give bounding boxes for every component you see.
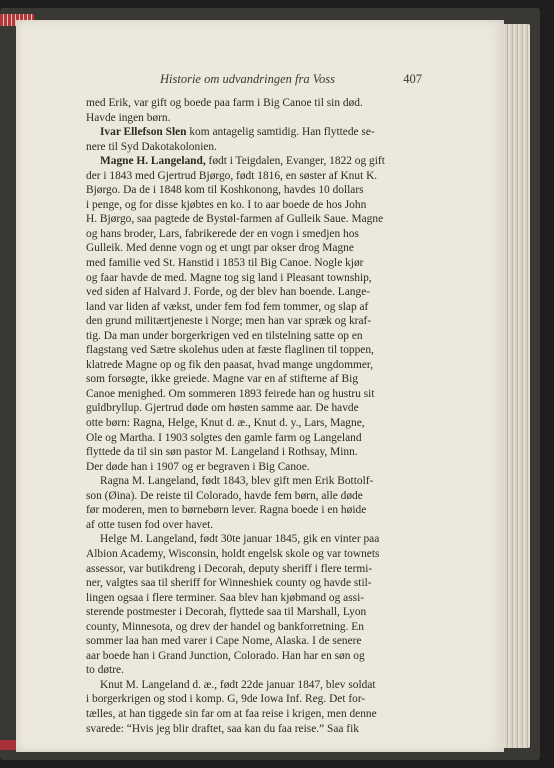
line-text: Gulleik. Med denne vogn og et ungt par okser drog Magne — [86, 242, 354, 255]
text-line — [86, 678, 422, 693]
text-line — [86, 372, 422, 387]
line-text: guldbryllup. Gjertrud døde om høsten samme aar. De havde — [86, 402, 359, 415]
line-text: af otte tusen fod over havet. — [86, 518, 214, 531]
text-line — [86, 358, 422, 373]
line-text: land var liden af vækst, under fem fod fem tommer, og slap af — [86, 300, 369, 313]
text-line — [86, 605, 422, 620]
line-text: nere til Syd Dakotakolonien. — [86, 140, 217, 153]
text-line — [86, 300, 422, 315]
text-line — [86, 343, 422, 358]
line-text: Canoe menighed. Om sommeren 1893 feirede han og hustru sit — [86, 387, 375, 400]
line-text: ved siden af Halvard J. Forde, og der blev han boende. Lange- — [86, 286, 371, 299]
text-line — [86, 547, 422, 562]
line-text: otte børn: Ragna, Helge, Knut d. æ., Knut d. y., Lars, Magne, — [86, 417, 365, 430]
text-line — [86, 401, 422, 416]
text-line — [86, 532, 422, 547]
line-text: Der døde han i 1907 og er begraven i Big Canoe. — [86, 460, 310, 473]
text-line — [86, 445, 422, 460]
text-line — [86, 620, 422, 635]
text-line — [86, 663, 422, 678]
line-text: klatrede Magne op og fik den paasat, hvad mange ungdommer, — [86, 358, 374, 371]
line-text: to døtre. — [86, 664, 124, 677]
line-text: lingen ogsaa i flere terminer. Saa blev han kjøbmand og assi- — [86, 591, 365, 604]
line-text: med Erik, var gift og boede paa farm i Big Canoe til sin død. — [86, 97, 363, 109]
line-text: son (Øina). De reiste til Colorado, havde fem børn, alle døde — [86, 489, 363, 502]
text-line — [86, 591, 422, 606]
line-text: tig. Da man under borgerkrigen ved en tilstelning satte op en — [86, 329, 363, 342]
text-line — [86, 707, 422, 722]
line-text: født i Teigdalen, Evanger, 1822 og gift — [205, 155, 385, 168]
text-line — [86, 460, 422, 475]
line-text: ner, valgtes saa til sheriff for Winneshiek county og havde stil- — [86, 577, 372, 590]
page-number: 407 — [403, 72, 422, 86]
text-line — [86, 125, 422, 140]
line-text: sterende postmester i Decorah, flyttede saa til Marshall, Lyon — [86, 606, 367, 619]
line-text: i penge, og for disse kjøbtes en ko. I to aar boede de hos John — [86, 198, 367, 211]
line-text: før moderen, men to børnebørn lever. Ragna boede i en høide — [86, 504, 367, 517]
text-line — [86, 154, 422, 169]
line-text: Havde ingen børn. — [86, 111, 171, 124]
text-line — [86, 518, 422, 533]
text-line — [86, 649, 422, 664]
text-line — [86, 722, 422, 737]
line-text: Knut M. Langeland d. æ., født 22de januar 1847, blev soldat — [100, 678, 376, 691]
line-text: Albion Academy, Wisconsin, holdt engelsk skole og var townets — [86, 547, 380, 560]
text-line — [86, 692, 422, 707]
text-line — [86, 314, 422, 329]
text-line — [86, 503, 422, 518]
line-text: tælles, at han tiggede sin far om at faa reise i krigen, men denne — [86, 707, 377, 720]
line-text: med familie ved St. Hanstid i 1853 til Big Canoe. Nogle kjør — [86, 257, 364, 270]
text-line — [86, 576, 422, 591]
text-line — [86, 198, 422, 213]
running-title: Historie om udvandringen fra Voss — [160, 72, 335, 86]
line-text: der i 1843 med Gjertrud Bjørgo, født 1816, en søster af Knut K. — [86, 169, 378, 182]
text-line — [86, 227, 422, 242]
bold-name: Ivar Ellefson Slen — [100, 126, 187, 139]
text-line — [86, 212, 422, 227]
line-text: i borgerkrigen og stod i komp. G, 9de Iowa Inf. Reg. Det for- — [86, 693, 366, 706]
line-text: flagstang ved Sætre skolehus uden at fæste flaglinen til toppen, — [86, 344, 374, 357]
body-text — [86, 96, 422, 736]
line-text: Bjørgo. Da de i 1848 kom til Koshkonong, havdes 10 dollars — [86, 184, 364, 197]
line-text: county, Minnesota, og drev der handel og bankforretning. En — [86, 620, 364, 633]
text-line — [86, 271, 422, 286]
text-line — [86, 634, 422, 649]
line-text: Helge M. Langeland, født 30te januar 1845, gik en vinter paa — [100, 533, 380, 546]
line-text: Ragna M. Langeland, født 1843, blev gift men Erik Bottolf- — [100, 475, 374, 488]
line-text: kom antagelig samtidig. Han flyttede se- — [186, 126, 375, 139]
running-header — [160, 72, 422, 87]
text-line — [86, 387, 422, 402]
line-text: flyttede da til sin søn pastor M. Langeland i Rothsay, Minn. — [86, 446, 358, 459]
text-line — [86, 329, 422, 344]
line-text: som forsøgte, ikke greiede. Magne var en af stifterne af Big — [86, 373, 359, 386]
text-line — [86, 96, 422, 111]
text-line — [86, 140, 422, 155]
line-text: den grund militærtjeneste i Norge; men han var spræk og kraf- — [86, 315, 372, 328]
text-line — [86, 183, 422, 198]
bold-name: Magne H. Langeland, — [100, 155, 206, 168]
line-text: svarede: “Hvis jeg blir draftet, saa kan du faa reise.” Saa fik — [86, 722, 359, 735]
text-line — [86, 169, 422, 184]
text-line — [86, 256, 422, 271]
line-text: sommer laa han med varer i Cape Nome, Alaska. I de senere — [86, 635, 362, 648]
text-line — [86, 562, 422, 577]
text-line — [86, 416, 422, 431]
line-text: H. Bjørgo, saa pagtede de Bystøl-farmen af Gulleik Saue. Magne — [86, 213, 384, 226]
text-line — [86, 241, 422, 256]
text-line — [86, 111, 422, 126]
line-text: og faar havde de med. Magne tog sig land i Pleasant township, — [86, 271, 372, 284]
text-line — [86, 489, 422, 504]
line-text: assessor, var butikdreng i Decorah, deputy sheriff i flere termi- — [86, 562, 373, 575]
text-line — [86, 285, 422, 300]
text-line — [86, 431, 422, 446]
text-line — [86, 474, 422, 489]
line-text: og hans broder, Lars, fabrikerede der en vogn i smedjen hos — [86, 227, 359, 240]
line-text: aar boede han i Grand Junction, Colorado. Han har en søn og — [86, 649, 365, 662]
line-text: Ole og Martha. I 1903 solgtes den gamle farm og Langeland — [86, 431, 362, 444]
